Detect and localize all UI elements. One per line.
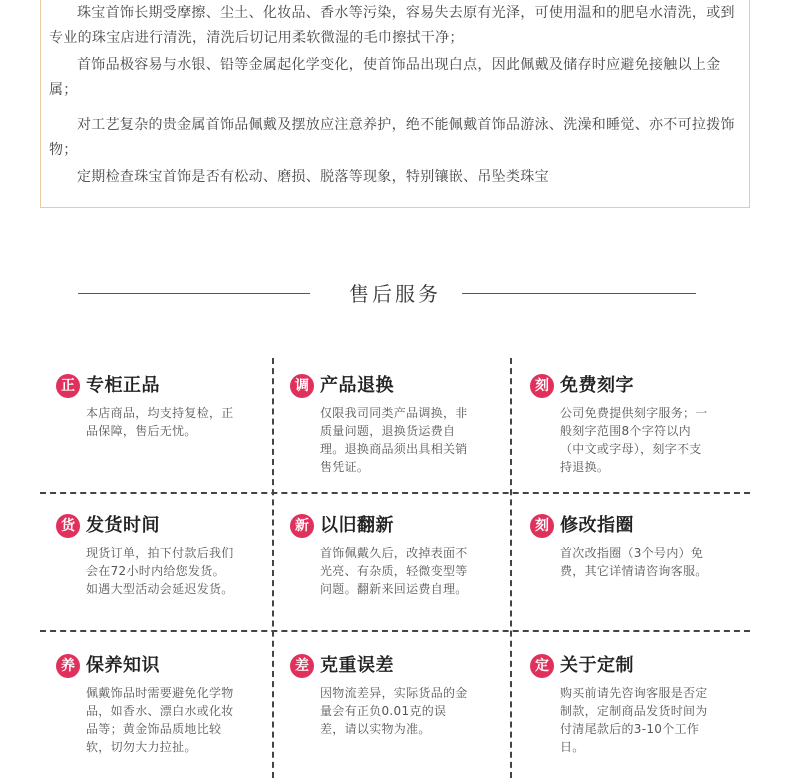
service-desc: 本店商品，均支持复检，正品保障，售后无忧。 bbox=[86, 406, 234, 438]
badge-icon: 刻 bbox=[530, 514, 554, 538]
service-desc: 佩戴饰品时需要避免化学物品，如香水、漂白水或化妆品等；黄金饰品质地比较软，切勿大力拉扯。 bbox=[86, 686, 234, 754]
service-title: 免费刻字 bbox=[560, 375, 634, 396]
care-note-wearing: 对工艺复杂的贵金属首饰品佩戴及摆放应注意养护，绝不能佩戴首饰品游泳、洗澡和睡觉、亦不可拉拨饰物； bbox=[49, 117, 735, 158]
badge-icon: 刻 bbox=[530, 374, 554, 398]
after-sales-header bbox=[0, 278, 790, 310]
service-desc: 因物流差异，实际货品的金量会有正负0.01克的误差，请以实物为准。 bbox=[320, 686, 468, 736]
section-title: 售后服务 bbox=[349, 282, 441, 306]
badge-icon: 货 bbox=[56, 514, 80, 538]
care-note-metals: 首饰品极容易与水银、铅等金属起化学变化，使首饰品出现白点，因此佩戴及储存时应避免接触以上金属； bbox=[49, 57, 721, 98]
service-desc: 购买前请先咨询客服是否定制款，定制商品发货时间为付清尾款后的3-10个工作日。 bbox=[560, 686, 708, 754]
badge-icon: 正 bbox=[56, 374, 80, 398]
care-note-inspection: 定期检查珠宝首饰是否有松动、磨损、脱落等现象，特别镶嵌、吊坠类珠宝 bbox=[77, 169, 549, 185]
service-desc: 现货订单，拍下付款后我们会在72小时内给您发货。如遇大型活动会延迟发货。 bbox=[86, 546, 234, 596]
service-desc: 仅限我司同类产品调换，非质量问题，退换货运费自理。退换商品须出具相关销售凭证。 bbox=[320, 406, 468, 474]
badge-icon: 新 bbox=[290, 514, 314, 538]
service-grid bbox=[40, 358, 750, 778]
service-title: 以旧翻新 bbox=[320, 515, 394, 536]
service-desc: 公司免费提供刻字服务；一般刻字范围8个字符以内（中文或字母），刻字不支持退换。 bbox=[560, 406, 708, 474]
badge-icon: 养 bbox=[56, 654, 80, 678]
badge-icon: 定 bbox=[530, 654, 554, 678]
service-desc: 首饰佩戴久后，改掉表面不光亮、有杂质，轻微变型等问题。翻新来回运费自理。 bbox=[320, 546, 468, 596]
service-title: 克重误差 bbox=[320, 655, 394, 676]
badge-icon: 调 bbox=[290, 374, 314, 398]
service-title: 产品退换 bbox=[320, 375, 394, 396]
grid-divider-vertical bbox=[272, 358, 274, 778]
service-desc: 首次改指圈（3个号内）免费，其它详情请咨询客服。 bbox=[560, 546, 708, 578]
service-title: 关于定制 bbox=[560, 655, 634, 676]
badge-icon: 差 bbox=[290, 654, 314, 678]
care-instructions-box bbox=[40, 0, 750, 208]
care-note-cleaning: 珠宝首饰长期受摩擦、尘土、化妆品、香水等污染，容易失去原有光泽，可使用温和的肥皂水清洗，或到专业的珠宝店进行清洗，清洗后切记用柔软微湿的毛巾擦拭干净； bbox=[49, 5, 735, 46]
grid-divider-vertical bbox=[510, 358, 512, 778]
service-title: 专柜正品 bbox=[86, 375, 160, 396]
service-title: 发货时间 bbox=[86, 515, 160, 536]
header-divider-right bbox=[462, 293, 696, 294]
service-title: 保养知识 bbox=[86, 655, 160, 676]
service-title: 修改指圈 bbox=[560, 515, 634, 536]
grid-divider-horizontal bbox=[40, 630, 750, 632]
grid-divider-horizontal bbox=[40, 492, 750, 494]
